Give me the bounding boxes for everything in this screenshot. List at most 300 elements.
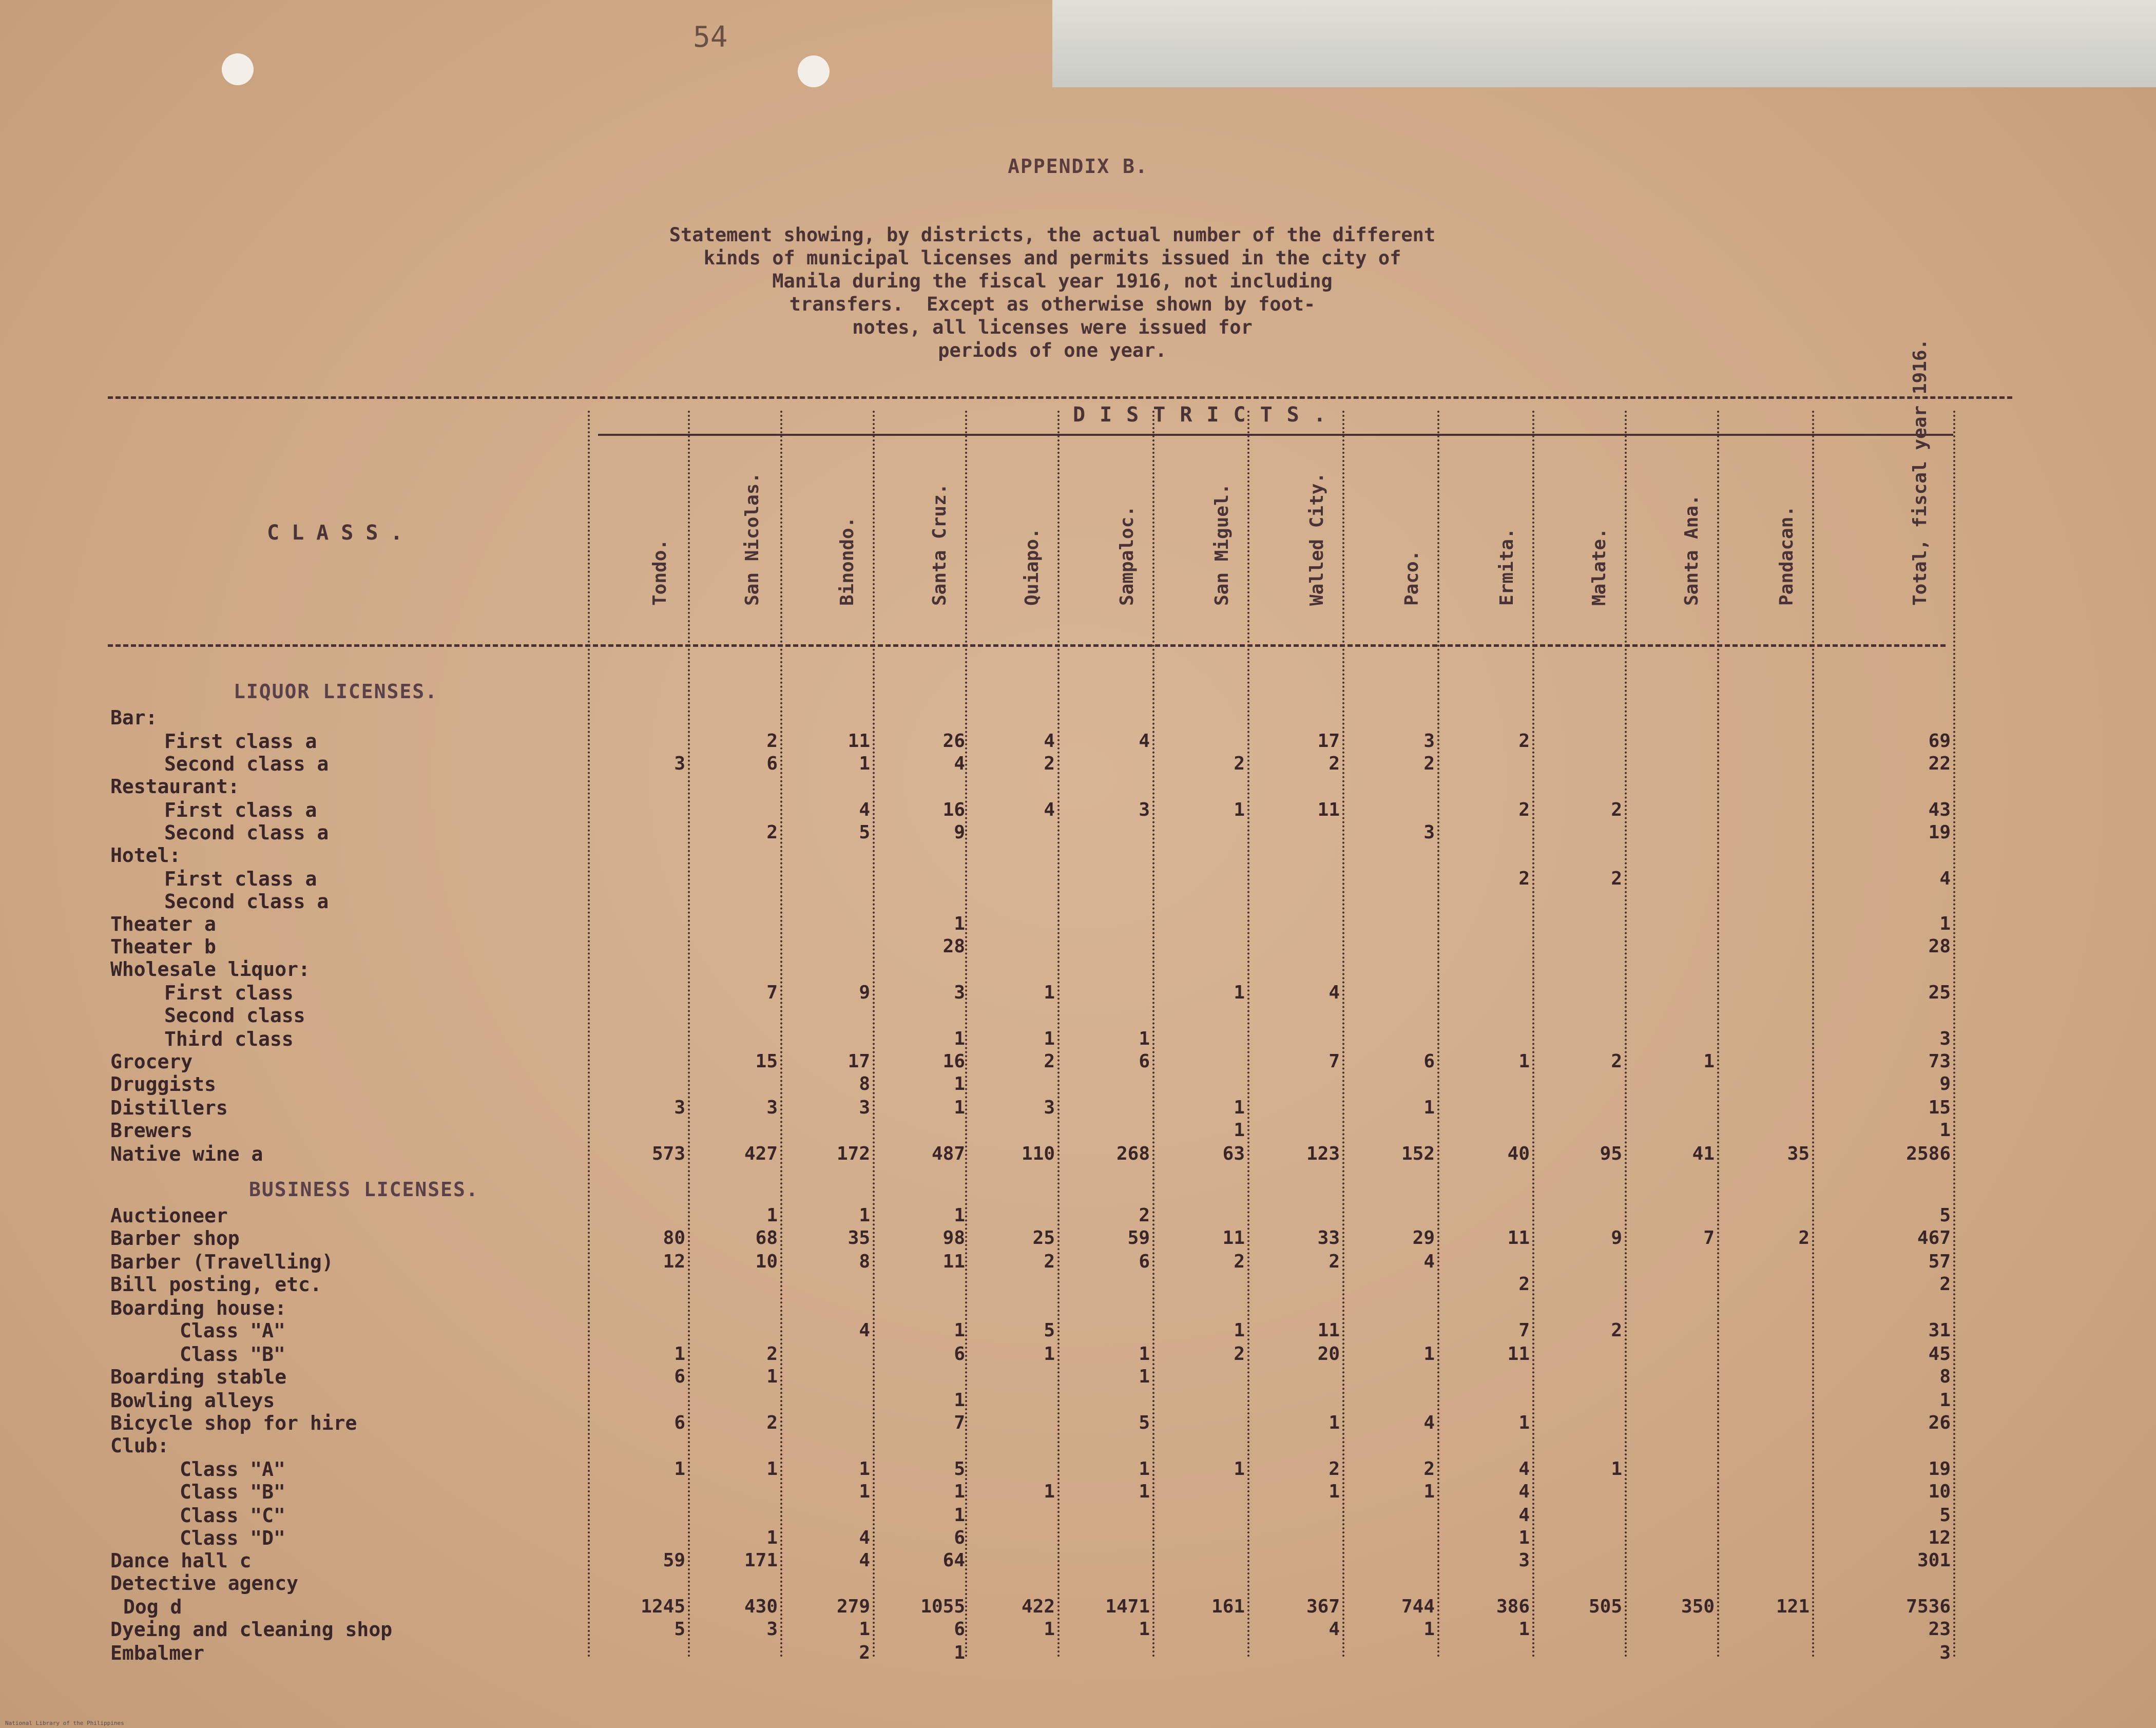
table-cell: 2 — [1611, 799, 1622, 820]
table-cell: 26 — [1928, 1412, 1951, 1433]
table-cell: 28 — [1928, 936, 1951, 957]
row-label: Class "B" — [180, 1343, 285, 1366]
table-cell: 3 — [766, 1619, 778, 1640]
row-label: Grocery — [110, 1050, 193, 1073]
table-cell: 8 — [859, 1073, 870, 1095]
row-label: Native wine a — [110, 1143, 263, 1165]
table-cell: 1 — [766, 1527, 778, 1548]
table-cell: 57 — [1928, 1251, 1951, 1272]
table-cell: 2 — [1234, 753, 1245, 774]
table-cell: 2 — [1044, 753, 1055, 774]
table-cell: 1 — [954, 1320, 965, 1341]
table-cell: 5 — [1139, 1412, 1150, 1433]
table-cell: 467 — [1917, 1227, 1951, 1249]
table-cell: 430 — [744, 1596, 778, 1617]
table-cell: 1 — [1423, 1619, 1435, 1640]
header-bottom-rule — [108, 644, 1946, 647]
table-cell: 1 — [954, 1205, 965, 1226]
table-cell: 2 — [1611, 1051, 1622, 1072]
table-cell: 6 — [1423, 1051, 1435, 1072]
table-cell: 1 — [954, 1028, 965, 1049]
column-header: Ermita. — [1496, 528, 1517, 606]
table-cell: 35 — [848, 1227, 870, 1249]
table-cell: 2 — [1611, 1320, 1622, 1341]
table-cell: 1 — [766, 1458, 778, 1480]
table-cell: 1 — [1234, 1320, 1245, 1341]
table-cell: 12 — [663, 1251, 685, 1272]
table-cell: 19 — [1928, 1458, 1951, 1480]
table-cell: 2 — [1234, 1251, 1245, 1272]
table-cell: 25 — [1032, 1227, 1055, 1249]
column-header: San Miguel. — [1211, 483, 1233, 606]
table-cell: 3 — [766, 1097, 778, 1118]
column-header: Malate. — [1589, 528, 1610, 606]
row-label: Class "A" — [180, 1458, 285, 1481]
row-label: Theater a — [110, 913, 216, 935]
table-cell: 73 — [1928, 1051, 1951, 1072]
table-cell: 1 — [1139, 1458, 1150, 1480]
column-separator — [1057, 411, 1060, 1658]
table-cell: 1 — [1139, 1366, 1150, 1387]
table-cell: 268 — [1116, 1143, 1150, 1164]
column-separator — [1437, 411, 1439, 1658]
row-label: Wholesale liquor: — [110, 958, 310, 981]
table-cell: 279 — [836, 1596, 870, 1617]
table-cell: 11 — [942, 1251, 965, 1272]
table-cell: 9 — [859, 982, 870, 1003]
table-cell: 2 — [1611, 868, 1622, 889]
table-cell: 20 — [1317, 1343, 1340, 1365]
table-cell: 1 — [954, 1097, 965, 1118]
row-label: Theater b — [110, 935, 216, 958]
table-cell: 2 — [859, 1642, 870, 1663]
table-cell: 1 — [954, 913, 965, 934]
column-header: Pandacan. — [1776, 505, 1797, 606]
row-label: Bar: — [110, 706, 158, 729]
table-cell: 6 — [954, 1619, 965, 1640]
table-cell: 1 — [1423, 1097, 1435, 1118]
table-cell: 2 — [1044, 1051, 1055, 1072]
table-cell: 1 — [674, 1458, 685, 1480]
table-cell: 505 — [1588, 1596, 1622, 1617]
row-label: Boarding house: — [110, 1297, 287, 1319]
table-cell: 16 — [942, 799, 965, 820]
row-label: Second class a — [164, 890, 329, 913]
table-cell: 95 — [1600, 1143, 1622, 1164]
statement-line: kinds of municipal licenses and permits issued in the city of — [703, 247, 1401, 269]
row-label: Second class a — [164, 753, 329, 775]
table-cell: 11 — [848, 731, 870, 752]
table-cell: 2 — [1329, 1458, 1340, 1480]
table-cell: 10 — [755, 1251, 778, 1272]
row-label: First class a — [164, 730, 317, 753]
table-cell: 1 — [954, 1642, 965, 1663]
column-header: Santa Cruz. — [929, 483, 950, 606]
table-cell: 4 — [1044, 731, 1055, 752]
table-cell: 80 — [663, 1227, 685, 1249]
table-cell: 171 — [744, 1550, 778, 1571]
table-cell: 68 — [755, 1227, 778, 1249]
table-cell: 1 — [1234, 982, 1245, 1003]
row-label: Barber (Travelling) — [110, 1251, 334, 1273]
table-cell: 35 — [1787, 1143, 1810, 1164]
archive-footer: National Library of the Philippines — [5, 1720, 124, 1726]
statement-line: Statement showing, by districts, the actual number of the different — [669, 224, 1436, 246]
row-label: Distillers — [110, 1097, 228, 1119]
table-cell: 1 — [859, 1481, 870, 1502]
table-cell: 29 — [1412, 1227, 1435, 1249]
row-label: Second class a — [164, 821, 329, 844]
table-cell: 22 — [1928, 753, 1951, 774]
table-cell: 1 — [1139, 1481, 1150, 1502]
table-cell: 4 — [1518, 1458, 1530, 1480]
table-cell: 15 — [755, 1051, 778, 1072]
column-header: Total, fiscal year 1916. — [1910, 338, 1931, 606]
table-cell: 2 — [1329, 1251, 1340, 1272]
column-separator — [1812, 411, 1814, 1658]
table-cell: 1471 — [1105, 1596, 1150, 1617]
table-cell: 7 — [1703, 1227, 1715, 1249]
column-header: Tondo. — [649, 539, 670, 606]
table-cell: 63 — [1222, 1143, 1245, 1164]
table-cell: 9 — [954, 822, 965, 843]
table-cell: 7 — [1329, 1051, 1340, 1072]
row-label: Dance hall c — [110, 1549, 252, 1572]
table-cell: 1 — [1329, 1412, 1340, 1433]
table-cell: 4 — [1518, 1481, 1530, 1502]
table-cell: 2586 — [1906, 1143, 1951, 1164]
table-cell: 6 — [674, 1366, 685, 1387]
table-cell: 1 — [1139, 1343, 1150, 1365]
table-cell: 1 — [1939, 1120, 1951, 1141]
table-cell: 11 — [1317, 1320, 1340, 1341]
table-cell: 1 — [766, 1366, 778, 1387]
table-cell: 1 — [1423, 1481, 1435, 1502]
table-cell: 3 — [1044, 1097, 1055, 1118]
table-cell: 1 — [859, 1619, 870, 1640]
column-separator — [965, 411, 967, 1658]
table-cell: 2 — [1423, 1458, 1435, 1480]
table-cell: 45 — [1928, 1343, 1951, 1365]
table-cell: 1 — [1044, 1028, 1055, 1049]
row-label: Embalmer — [110, 1642, 205, 1664]
table-cell: 5 — [1939, 1505, 1951, 1526]
column-separator — [1625, 411, 1627, 1658]
table-cell: 7 — [1518, 1320, 1530, 1341]
row-label: Class "B" — [180, 1481, 285, 1503]
table-cell: 11 — [1317, 799, 1340, 820]
table-cell: 422 — [1021, 1596, 1055, 1617]
table-cell: 3 — [674, 1097, 685, 1118]
row-label: Second class — [164, 1004, 305, 1027]
table-cell: 1 — [954, 1505, 965, 1526]
table-cell: 11 — [1222, 1227, 1245, 1249]
table-cell: 2 — [1234, 1343, 1245, 1365]
table-cell: 161 — [1211, 1596, 1245, 1617]
section-heading-liquor: LIQUOR LICENSES. — [234, 680, 438, 703]
table-cell: 8 — [859, 1251, 870, 1272]
row-label: Dog d — [123, 1596, 182, 1618]
table-top-rule — [108, 396, 2012, 399]
table-cell: 3 — [1423, 822, 1435, 843]
punch-hole-left — [222, 53, 254, 85]
row-label: Restaurant: — [110, 775, 240, 798]
table-cell: 2 — [1139, 1205, 1150, 1226]
column-header: Binondo. — [837, 516, 858, 606]
table-cell: 5 — [1939, 1205, 1951, 1226]
table-cell: 15 — [1928, 1097, 1951, 1118]
attached-paper-strip — [1052, 0, 2156, 87]
statement-line: Manila during the fiscal year 1916, not including — [772, 270, 1333, 292]
table-cell: 40 — [1507, 1143, 1530, 1164]
column-separator — [1247, 411, 1249, 1658]
table-cell: 4 — [1423, 1412, 1435, 1433]
table-cell: 6 — [1139, 1051, 1150, 1072]
table-cell: 1 — [1329, 1481, 1340, 1502]
row-label: Detective agency — [110, 1572, 299, 1595]
table-cell: 5 — [1044, 1320, 1055, 1341]
table-cell: 17 — [1317, 731, 1340, 752]
row-label: Bowling alleys — [110, 1389, 275, 1412]
table-cell: 744 — [1401, 1596, 1435, 1617]
table-cell: 1 — [1939, 1390, 1951, 1411]
table-cell: 23 — [1928, 1619, 1951, 1640]
column-header: Sampaloc. — [1116, 505, 1138, 606]
districts-header: DISTRICTS. — [1073, 403, 1340, 427]
table-cell: 28 — [942, 936, 965, 957]
table-cell: 2 — [1518, 1274, 1530, 1295]
table-cell: 10 — [1928, 1481, 1951, 1502]
row-label: Bicycle shop for hire — [110, 1412, 357, 1434]
table-cell: 11 — [1507, 1227, 1530, 1249]
table-cell: 4 — [859, 1527, 870, 1548]
table-cell: 2 — [1423, 753, 1435, 774]
table-cell: 1 — [766, 1205, 778, 1226]
table-cell: 2 — [1044, 1251, 1055, 1272]
table-cell: 4 — [1139, 731, 1150, 752]
table-cell: 3 — [954, 982, 965, 1003]
table-cell: 25 — [1928, 982, 1951, 1003]
table-cell: 2 — [1518, 799, 1530, 820]
table-cell: 1 — [1518, 1412, 1530, 1433]
table-cell: 3 — [859, 1097, 870, 1118]
table-cell: 1 — [1611, 1458, 1622, 1480]
column-header: Walled City. — [1306, 472, 1327, 606]
table-cell: 4 — [1329, 1619, 1340, 1640]
row-label: Druggists — [110, 1073, 216, 1096]
table-cell: 1 — [1139, 1028, 1150, 1049]
table-cell: 64 — [942, 1550, 965, 1571]
table-cell: 4 — [1518, 1505, 1530, 1526]
row-label: First class — [164, 982, 294, 1004]
table-cell: 17 — [848, 1051, 870, 1072]
table-cell: 1 — [1234, 1120, 1245, 1141]
table-cell: 4 — [954, 753, 965, 774]
table-cell: 59 — [1127, 1227, 1150, 1249]
table-cell: 5 — [859, 822, 870, 843]
column-separator — [1342, 411, 1344, 1658]
table-cell: 5 — [674, 1619, 685, 1640]
table-cell: 3 — [674, 753, 685, 774]
table-cell: 427 — [744, 1143, 778, 1164]
row-label: Third class — [164, 1028, 294, 1050]
table-cell: 1 — [954, 1481, 965, 1502]
column-separator — [1717, 411, 1719, 1658]
column-separator — [1953, 411, 1955, 1658]
table-cell: 1 — [1939, 913, 1951, 934]
table-cell: 2 — [766, 1343, 778, 1365]
row-label: Class "D" — [180, 1527, 285, 1549]
table-cell: 1 — [674, 1343, 685, 1365]
table-cell: 2 — [1518, 731, 1530, 752]
column-separator — [688, 411, 690, 1658]
table-cell: 59 — [663, 1550, 685, 1571]
table-cell: 3 — [1139, 799, 1150, 820]
table-cell: 1 — [1703, 1051, 1715, 1072]
row-label: Class "C" — [180, 1504, 285, 1527]
table-cell: 3 — [1939, 1642, 1951, 1663]
table-cell: 1 — [1518, 1527, 1530, 1548]
table-cell: 4 — [859, 1320, 870, 1341]
table-cell: 5 — [954, 1458, 965, 1480]
table-cell: 1 — [1234, 1097, 1245, 1118]
table-cell: 41 — [1692, 1143, 1715, 1164]
table-cell: 19 — [1928, 822, 1951, 843]
table-cell: 3 — [1939, 1028, 1951, 1049]
column-header: Santa Ana. — [1681, 494, 1702, 606]
table-cell: 1 — [1518, 1619, 1530, 1640]
table-cell: 6 — [766, 753, 778, 774]
column-header: Quiapo. — [1022, 528, 1043, 606]
column-separator — [873, 411, 875, 1658]
table-cell: 43 — [1928, 799, 1951, 820]
column-separator — [588, 411, 590, 1658]
table-cell: 350 — [1681, 1596, 1715, 1617]
table-cell: 7 — [766, 982, 778, 1003]
table-cell: 1 — [1234, 799, 1245, 820]
table-cell: 11 — [1507, 1343, 1530, 1365]
table-cell: 1 — [1234, 1458, 1245, 1480]
table-cell: 1 — [1044, 982, 1055, 1003]
table-cell: 9 — [1611, 1227, 1622, 1249]
table-cell: 1 — [859, 1205, 870, 1226]
column-header: Paco. — [1401, 550, 1422, 606]
table-cell: 367 — [1306, 1596, 1340, 1617]
row-label: First class a — [164, 799, 317, 821]
row-label: Barber shop — [110, 1227, 240, 1250]
table-cell: 69 — [1928, 731, 1951, 752]
table-cell: 31 — [1928, 1320, 1951, 1341]
table-cell: 152 — [1401, 1143, 1435, 1164]
table-cell: 2 — [766, 1412, 778, 1433]
table-cell: 4 — [1044, 799, 1055, 820]
table-cell: 12 — [1928, 1527, 1951, 1548]
table-cell: 1 — [1044, 1343, 1055, 1365]
column-separator — [780, 411, 782, 1658]
table-cell: 1 — [1044, 1619, 1055, 1640]
table-cell: 301 — [1917, 1550, 1951, 1571]
table-cell: 2 — [1798, 1227, 1810, 1249]
table-cell: 2 — [1939, 1274, 1951, 1295]
table-cell: 8 — [1939, 1366, 1951, 1387]
appendix-title: APPENDIX B. — [1008, 155, 1148, 178]
table-cell: 1 — [859, 753, 870, 774]
table-cell: 1 — [859, 1458, 870, 1480]
table-cell: 2 — [766, 822, 778, 843]
table-cell: 4 — [1423, 1251, 1435, 1272]
table-cell: 7536 — [1906, 1596, 1951, 1617]
table-cell: 33 — [1317, 1227, 1340, 1249]
table-cell: 4 — [859, 1550, 870, 1571]
table-cell: 26 — [942, 731, 965, 752]
statement-heading — [539, 223, 1566, 362]
table-cell: 2 — [766, 731, 778, 752]
row-label: First class a — [164, 868, 317, 890]
row-label: Auctioneer — [110, 1204, 228, 1227]
table-cell: 6 — [1139, 1251, 1150, 1272]
table-cell: 7 — [954, 1412, 965, 1433]
table-cell: 1 — [954, 1390, 965, 1411]
table-cell: 6 — [954, 1343, 965, 1365]
column-separator — [1152, 411, 1154, 1658]
table-cell: 1 — [1139, 1619, 1150, 1640]
row-label: Bill posting, etc. — [110, 1273, 322, 1296]
table-cell: 1 — [954, 1073, 965, 1095]
table-cell: 2 — [1518, 868, 1530, 889]
row-label: Hotel: — [110, 844, 181, 867]
table-cell: 1 — [1423, 1343, 1435, 1365]
table-cell: 6 — [954, 1527, 965, 1548]
class-column-header: CLASS. — [267, 521, 415, 545]
table-cell: 98 — [942, 1227, 965, 1249]
table-cell: 386 — [1496, 1596, 1530, 1617]
row-label: Club: — [110, 1434, 169, 1457]
table-cell: 16 — [942, 1051, 965, 1072]
section-heading-business: BUSINESS LICENSES. — [249, 1178, 479, 1201]
table-cell: 1245 — [641, 1596, 685, 1617]
column-header: San Nicolas. — [742, 472, 763, 606]
districts-underline — [598, 434, 1953, 436]
page-number: 54 — [693, 21, 728, 54]
statement-line: transfers. Except as otherwise shown by foot- — [789, 293, 1316, 315]
table-cell: 9 — [1939, 1073, 1951, 1095]
statement-line: notes, all licenses were issued for — [852, 316, 1253, 338]
row-label: Dyeing and cleaning shop — [110, 1618, 393, 1641]
table-cell: 4 — [1329, 982, 1340, 1003]
table-cell: 2 — [1329, 753, 1340, 774]
table-cell: 110 — [1021, 1143, 1055, 1164]
table-cell: 3 — [1423, 731, 1435, 752]
statement-line: periods of one year. — [938, 339, 1167, 361]
table-cell: 4 — [859, 799, 870, 820]
table-cell: 172 — [836, 1143, 870, 1164]
row-label: Brewers — [110, 1119, 193, 1142]
column-separator — [1532, 411, 1534, 1658]
row-label: Boarding stable — [110, 1366, 287, 1388]
table-cell: 1 — [1518, 1051, 1530, 1072]
table-cell: 487 — [931, 1143, 965, 1164]
table-cell: 6 — [674, 1412, 685, 1433]
table-cell: 1 — [1044, 1481, 1055, 1502]
table-cell: 3 — [1518, 1550, 1530, 1571]
row-label: Class "A" — [180, 1319, 285, 1342]
table-cell: 121 — [1776, 1596, 1810, 1617]
table-cell: 1055 — [920, 1596, 965, 1617]
table-cell: 123 — [1306, 1143, 1340, 1164]
punch-hole-right — [798, 55, 830, 87]
table-cell: 4 — [1939, 868, 1951, 889]
table-cell: 573 — [651, 1143, 685, 1164]
